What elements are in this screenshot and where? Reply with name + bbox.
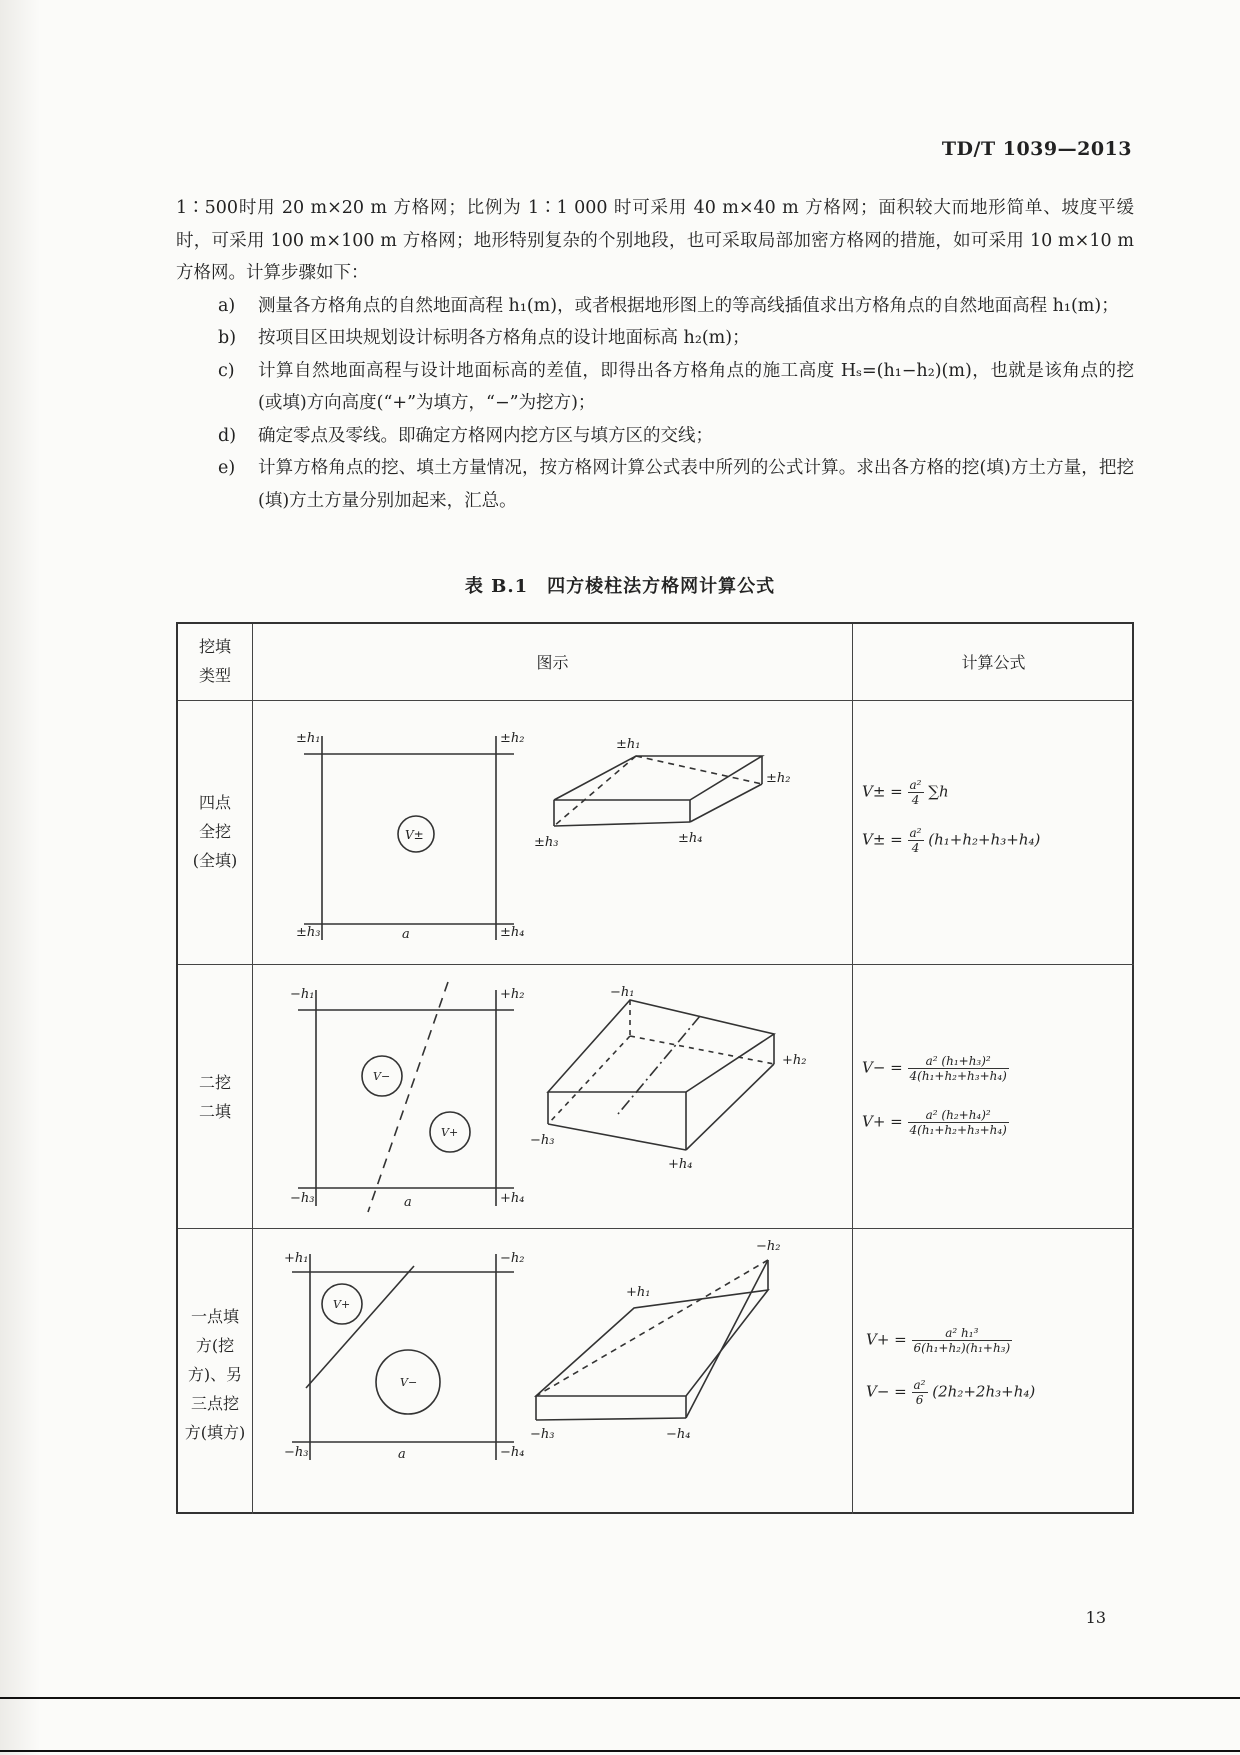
prism-label: +h₁ xyxy=(626,1285,651,1300)
prism-label: ±h₂ xyxy=(766,771,791,786)
type-line: 方(挖 xyxy=(195,1336,235,1355)
denominator: 4(h₁+h₂+h₃+h₄) xyxy=(909,1123,1007,1137)
volume-label: V− xyxy=(373,1070,391,1083)
fraction xyxy=(912,1326,1013,1355)
denominator: 6 xyxy=(915,1393,924,1407)
formula xyxy=(866,1378,1035,1407)
step-marker: b) xyxy=(218,328,237,348)
denominator: 4(h₁+h₂+h₃+h₄) xyxy=(909,1069,1007,1083)
type-line: 二填 xyxy=(198,1102,231,1121)
page-edge-shadow xyxy=(0,0,40,1755)
step-text: 计算自然地面高程与设计地面标高的差值，即得出各方格角点的施工高度 Hₛ=(h₁−h₂)(m)，也就是该角点的挖(或填)方向高度(“+”为填方，“−”为挖方)； xyxy=(258,360,1134,413)
side-length-label: a xyxy=(402,927,410,942)
list-item xyxy=(176,355,1134,420)
row3-plan-grid xyxy=(292,1254,514,1460)
step-marker: a) xyxy=(218,295,236,316)
type-line: 二挖 xyxy=(198,1073,231,1092)
side-length-label: a xyxy=(404,1195,412,1210)
corner-label: −h₃ xyxy=(284,1445,309,1460)
corner-label: −h₁ xyxy=(290,987,315,1002)
formula-lhs: V+ = xyxy=(866,1330,907,1349)
list-item xyxy=(176,322,1134,355)
formula-rhs: (h₁+h₂+h₃+h₄) xyxy=(928,830,1041,849)
list-item xyxy=(176,420,1134,453)
list-item xyxy=(176,290,1134,323)
corner-label: −h₄ xyxy=(500,1445,525,1460)
volume-label: V+ xyxy=(333,1298,351,1311)
formula-lhs: V+ = xyxy=(862,1112,903,1131)
fraction xyxy=(908,1054,1009,1083)
corner-label: −h₃ xyxy=(290,1191,315,1206)
numerator: a² h₁³ xyxy=(912,1326,1013,1341)
list-item xyxy=(176,452,1134,517)
formula-lhs: V− = xyxy=(862,1058,903,1077)
row2-prism xyxy=(548,1000,774,1150)
type-line: 方(填方) xyxy=(184,1423,246,1442)
denominator: 6(h₁+h₂)(h₁+h₃) xyxy=(913,1341,1011,1355)
denominator: 4 xyxy=(911,793,920,807)
prism-label: −h₃ xyxy=(530,1133,555,1148)
numerator: a² xyxy=(909,826,922,840)
row1-prism xyxy=(554,756,762,826)
fraction xyxy=(908,1108,1009,1137)
formula-table xyxy=(176,622,1134,1514)
table-caption: 表 B.1 四方棱柱法方格网计算公式 xyxy=(464,576,776,597)
type-line: 全挖 xyxy=(198,822,231,841)
step-text: 测量各方格角点的自然地面高程 h₁(m)，或者根据地形图上的等高线插值求出方格角点的自然地面高程 h₁(m)； xyxy=(258,295,1119,316)
prism-label: ±h₄ xyxy=(678,831,703,846)
type-line: 方)、另 xyxy=(187,1365,243,1384)
numerator: a² (h₁+h₃)² xyxy=(908,1054,1009,1069)
type-line: (全填) xyxy=(192,851,238,870)
step-text: 确定零点及零线。即确定方格网内挖方区与填方区的交线； xyxy=(258,425,713,446)
formula xyxy=(862,826,1040,855)
row2-plan-grid xyxy=(298,982,514,1212)
step-text: 按项目区田块规划设计标明各方格角点的设计地面标高 h₂(m)； xyxy=(258,328,750,348)
corner-label: +h₁ xyxy=(284,1251,309,1266)
formula xyxy=(862,1054,1009,1083)
corner-label: ±h₄ xyxy=(500,925,525,940)
corner-label: −h₂ xyxy=(500,1251,525,1266)
volume-label: V− xyxy=(400,1376,418,1389)
formula-rhs: (2h₂+2h₃+h₄) xyxy=(932,1382,1036,1401)
step-marker: e) xyxy=(218,458,236,478)
step-marker: d) xyxy=(218,425,237,446)
prism-label: −h₄ xyxy=(666,1427,691,1442)
fraction xyxy=(908,826,924,855)
header-type-line: 挖填 xyxy=(198,637,231,656)
step-marker: c) xyxy=(218,360,235,381)
formula-rhs: ∑h xyxy=(928,782,949,801)
prism-label: +h₂ xyxy=(782,1053,807,1068)
row3-prism xyxy=(536,1260,768,1420)
document-code: TD/T 1039—2013 xyxy=(941,138,1132,160)
numerator: a² xyxy=(909,778,922,792)
prism-label: −h₃ xyxy=(530,1427,555,1442)
prism-label: ±h₁ xyxy=(616,737,641,752)
footer-rule xyxy=(0,1697,1240,1699)
corner-label: ±h₃ xyxy=(296,925,321,940)
page-number: 13 xyxy=(1085,1608,1106,1627)
step-list xyxy=(176,290,1134,518)
intro-paragraph: 1∶500时用 20 m×20 m 方格网；比例为 1∶1 000 时可采用 40 m×40 m 方格网；面积较大而地形简单、坡度平缓时，可采用 100 m×100 m 方格网；地形特别复杂的个别地段，也可采取局部加密方格网的措施，如可采用 10 m×10 m 方格网。计算步骤如下： xyxy=(176,198,1134,283)
formula-lhs: V± = xyxy=(862,782,903,801)
volume-label: V± xyxy=(405,828,424,842)
formula-lhs: V± = xyxy=(862,830,903,849)
numerator: a² xyxy=(913,1378,926,1392)
type-line: 四点 xyxy=(198,793,231,812)
corner-label: +h₂ xyxy=(500,987,525,1002)
body-text xyxy=(176,192,1134,517)
prism-label: −h₁ xyxy=(610,985,635,1000)
numerator: a² (h₂+h₄)² xyxy=(908,1108,1009,1123)
corner-label: ±h₁ xyxy=(296,731,321,746)
header-formula: 计算公式 xyxy=(961,653,1026,672)
type-line: 三点挖 xyxy=(190,1394,239,1413)
formula-lhs: V− = xyxy=(866,1382,907,1401)
footer-rule xyxy=(0,1750,1240,1752)
volume-label: V+ xyxy=(441,1126,459,1139)
prism-label: ±h₃ xyxy=(534,835,559,850)
header-diagram: 图示 xyxy=(536,653,569,672)
formula xyxy=(866,1326,1012,1355)
fraction xyxy=(912,1378,928,1407)
type-line: 一点填 xyxy=(190,1307,239,1326)
denominator: 4 xyxy=(911,841,920,855)
header-type-line: 类型 xyxy=(198,666,231,685)
formula xyxy=(862,778,949,807)
corner-label: ±h₂ xyxy=(500,731,525,746)
corner-label: +h₄ xyxy=(500,1191,525,1206)
fraction xyxy=(908,778,924,807)
side-length-label: a xyxy=(398,1447,406,1462)
step-text: 计算方格角点的挖、填土方量情况，按方格网计算公式表中所列的公式计算。求出各方格的挖(填)方土方量，把挖(填)方土方量分别加起来，汇总。 xyxy=(258,458,1134,511)
prism-label: −h₂ xyxy=(756,1239,781,1254)
formula xyxy=(862,1108,1009,1137)
prism-label: +h₄ xyxy=(668,1157,693,1172)
